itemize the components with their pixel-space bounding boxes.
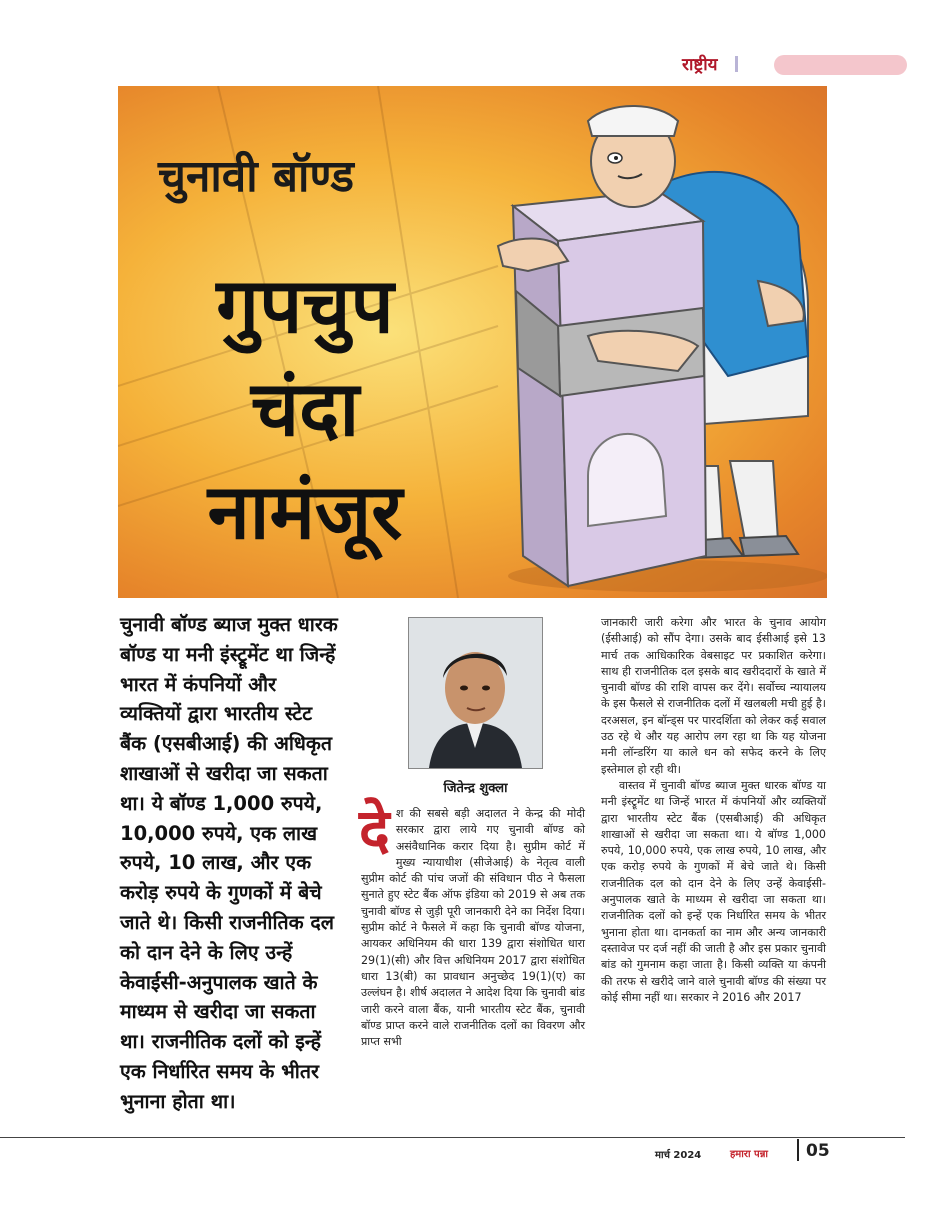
deck-summary: चुनावी बॉण्ड ब्याज मुक्त धारक बॉण्ड या मनी इंस्ट्रूमेंट था जिन्हें भारत में कंपनियों और व्यक्तियों द्वारा भारतीय स्टेट बैंक (एसबीआई) की अधिकृत शाखाओं से खरीदा जा सकता था। ये बॉण्ड 1,000 रुपये, 10,000 रुपये, एक लाख रुपये, 10 लाख, और एक करोड़ रुपये के गुणकों में बेचे जाते थे। किसी राजनीतिक दल को दान देने के लिए उन्हें केवाईसी-अनुपालक खाते के माध्यम से खरीदा जा सकता था। राजनीतिक दलों को इन्हें एक निर्धारित समय के भीतर भुनाना होता था। — [120, 613, 338, 1113]
headline-line-2: चंदा — [250, 364, 360, 453]
headline-line-1: गुपचुप — [216, 261, 394, 350]
footer-date: मार्च 2024 — [655, 1150, 702, 1161]
footer-brand: हमारा पन्ना — [730, 1149, 769, 1160]
page-number: 05 — [806, 1141, 830, 1161]
article-column-2 — [601, 615, 826, 1006]
article-column-1 — [359, 796, 585, 1050]
author-portrait-icon — [409, 618, 542, 768]
headline-line-3: नामंजूर — [207, 467, 403, 556]
drop-cap: दे — [359, 796, 390, 864]
footer-separator — [797, 1139, 799, 1161]
section-label: राष्ट्रीय — [682, 55, 718, 75]
author-name: जितेन्द्र शुक्ला — [443, 781, 508, 796]
author-photo — [408, 617, 543, 769]
kicker-heading: चुनावी बॉण्ड — [158, 151, 354, 202]
section-divider — [735, 56, 738, 72]
footer-rule — [0, 1137, 905, 1138]
feature-banner — [118, 86, 827, 598]
article-paragraph: जानकारी जारी करेगा और भारत के चुनाव आयोग (ईसीआई) को सौंप देगा। उसके बाद ईसीआई इसे 13 मार्च तक आधिकारिक वेबसाइट पर प्रकाशित करेगा। साथ ही राजनीतिक दल इसके बाद खरीददारों के खाते में चुनावी बॉण्ड की राशि वापस कर देंगे। सर्वोच्च न्यायालय के इस फैसले से राजनीतिक दलों में खलबली मची हुई है। दरअसल, इन बॉन्ड्स पर पारदर्शिता को लेकर कई सवाल उठ रहे थे और यह आरोप लग रहा था कि यह योजना मनी लॉन्डरिंग या काले धन को सफेद करने के लिए इस्तेमाल हो रही थी। — [601, 616, 826, 776]
main-headline — [170, 254, 440, 563]
article-body-1: श की सबसे बड़ी अदालत ने केन्द्र की मोदी सरकार द्वारा लाये गए चुनावी बॉण्ड को असंवैधानिक करार दिया है। सुप्रीम कोर्ट में मुख्य न्यायाधीश (सीजेआई) के नेतृत्व वाली सुप्रीम कोर्ट की पांच जजों की संविधान पीठ ने फैसला सुनाते हुए स्टेट बैंक ऑफ इंडिया को 2019 से अब तक चुनावी बॉण्ड से जुड़ी पूरी जानकारी देने का निर्देश दिया। सुप्रीम कोर्ट ने फैसले में कहा कि चुनावी बॉण्ड योजना, आयकर अधिनियम की धारा 139 द्वारा संशोधित धारा 29(1)(सी) और वित्त अधिनियम 2017 द्वारा संशोधित धारा 13(बी) का प्रावधान अनुच्छेद 19(1)(ए) का उल्लंघन है। शीर्ष अदालत ने आदेश दिया कि चुनावी बांड जारी करने वाला बैंक, यानी भारतीय स्टेट बैंक, चुनावी बॉण्ड प्राप्त करने वाले राजनीतिक दलों का विवरण और प्राप्त सभी — [361, 807, 585, 1049]
article-paragraph: वास्तव में चुनावी बॉण्ड ब्याज मुक्त धारक बॉण्ड या मनी इंस्ट्रूमेंट था जिन्हें भारत में कंपनियों और व्यक्तियों द्वारा भारतीय स्टेट बैंक (एसबीआई) की अधिकृत शाखाओं से खरीदा जा सकता था। ये बॉण्ड 1,000 रुपये, 10,000 रुपये, एक लाख रुपये, 10 लाख, और एक करोड़ रुपये के गुणकों में बेचे जाते थे। किसी राजनीतिक दल को दान देने के लिए उन्हें केवाईसी-अनुपालक खाते के माध्यम से खरीदा जा सकता था। राजनीतिक दलों को इन्हें एक निर्धारित समय के भीतर भुनाना होता था। दानकर्ता का नाम और अन्य जानकारी दस्तावेज पर दर्ज नहीं की जाती है और इस प्रकार चुनावी बांड को गुमनाम कहा जाता है। किसी व्यक्ति या कंपनी की तरफ से खरीदे जाने वाले चुनावी बॉण्ड की संख्या पर कोई सीमा नहीं था। सरकार ने 2016 और 2017 — [601, 778, 826, 1004]
section-pill — [774, 55, 907, 75]
